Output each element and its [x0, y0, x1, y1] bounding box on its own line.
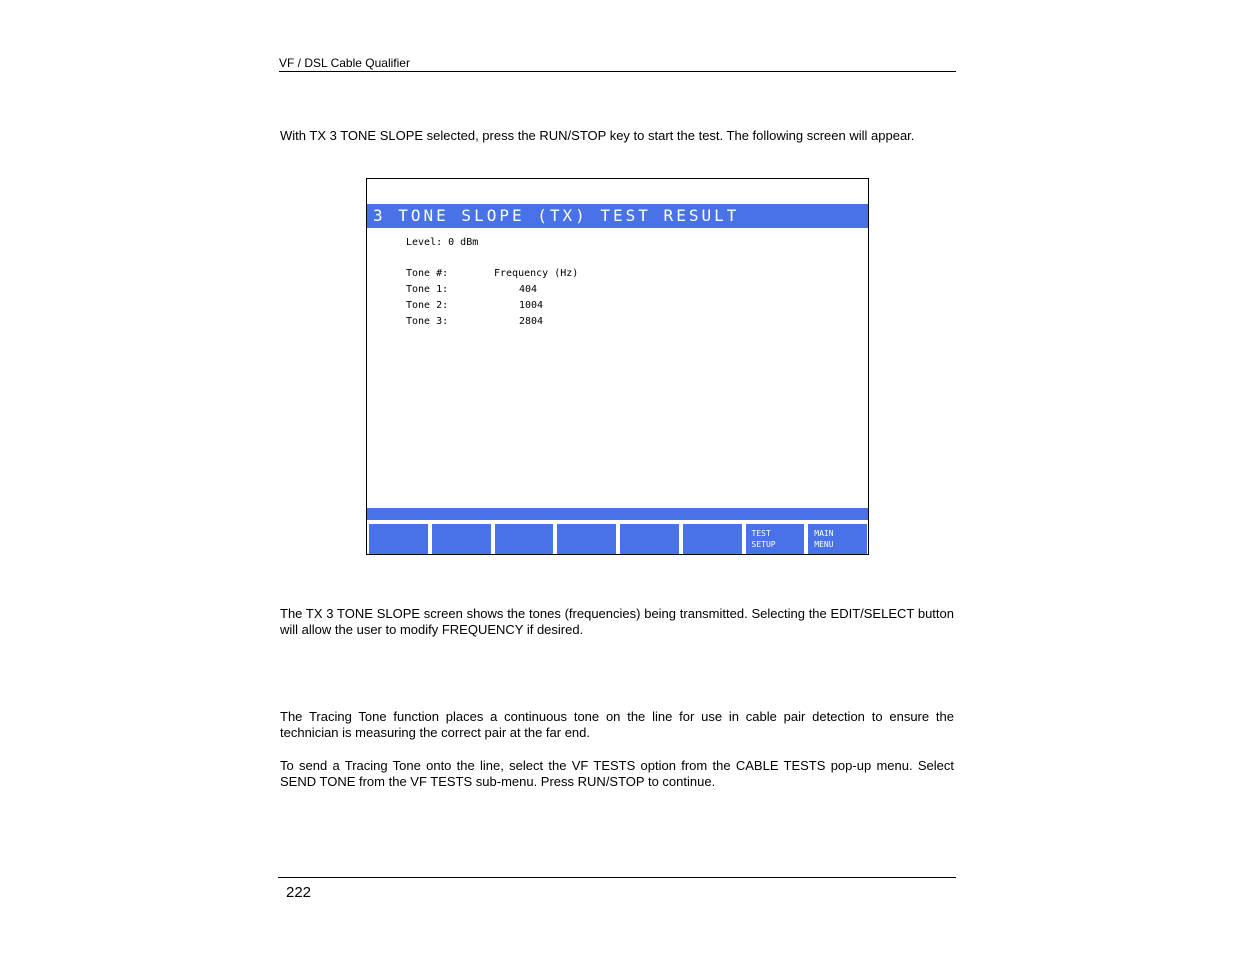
footer-rule	[278, 877, 956, 878]
running-header: VF / DSL Cable Qualifier	[279, 55, 956, 72]
screen-title: 3 TONE SLOPE (TX) TEST RESULT	[367, 204, 868, 228]
softkey-4[interactable]	[557, 524, 616, 554]
level-readout: Level: 0 dBm	[406, 237, 479, 248]
page-number: 222	[286, 884, 312, 901]
frequency-column-header: Frequency (Hz)	[494, 268, 579, 279]
softkey-2[interactable]	[432, 524, 491, 554]
tone-label: Tone 3:	[406, 316, 449, 327]
device-screen	[366, 178, 869, 555]
test-setup-softkey[interactable]: TEST SETUP	[746, 524, 805, 554]
status-bar	[367, 508, 868, 520]
tone-label: Tone 2:	[406, 300, 449, 311]
tone-frequency: 2804	[519, 316, 544, 327]
tone-column-header: Tone #:	[406, 268, 449, 279]
softkey-3[interactable]	[495, 524, 554, 554]
softkey-1[interactable]	[369, 524, 428, 554]
send-tone-paragraph: To send a Tracing Tone onto the line, select the VF TESTS option from the CABLE TESTS pop-up menu. Select SEND TONE from the VF TESTS sub-menu. Press RUN/STOP to continue.	[280, 758, 954, 789]
screen-description-paragraph: The TX 3 TONE SLOPE screen shows the tones (frequencies) being transmitted. Selecting the EDIT/SELECT button will allow the user to modify FREQUENCY if desired.	[280, 606, 954, 637]
softkey-5[interactable]	[620, 524, 679, 554]
tone-frequency: 1004	[519, 300, 544, 311]
main-menu-softkey[interactable]: MAIN MENU	[808, 524, 867, 554]
tracing-tone-paragraph: The Tracing Tone function places a continuous tone on the line for use in cable pair detection to ensure the technician is measuring the correct pair at the far end.	[280, 709, 954, 740]
intro-paragraph: With TX 3 TONE SLOPE selected, press the RUN/STOP key to start the test. The following screen will appear.	[280, 128, 915, 143]
softkey-row	[369, 524, 867, 554]
tone-frequency: 404	[519, 284, 538, 295]
tone-label: Tone 1:	[406, 284, 449, 295]
softkey-6[interactable]	[683, 524, 742, 554]
